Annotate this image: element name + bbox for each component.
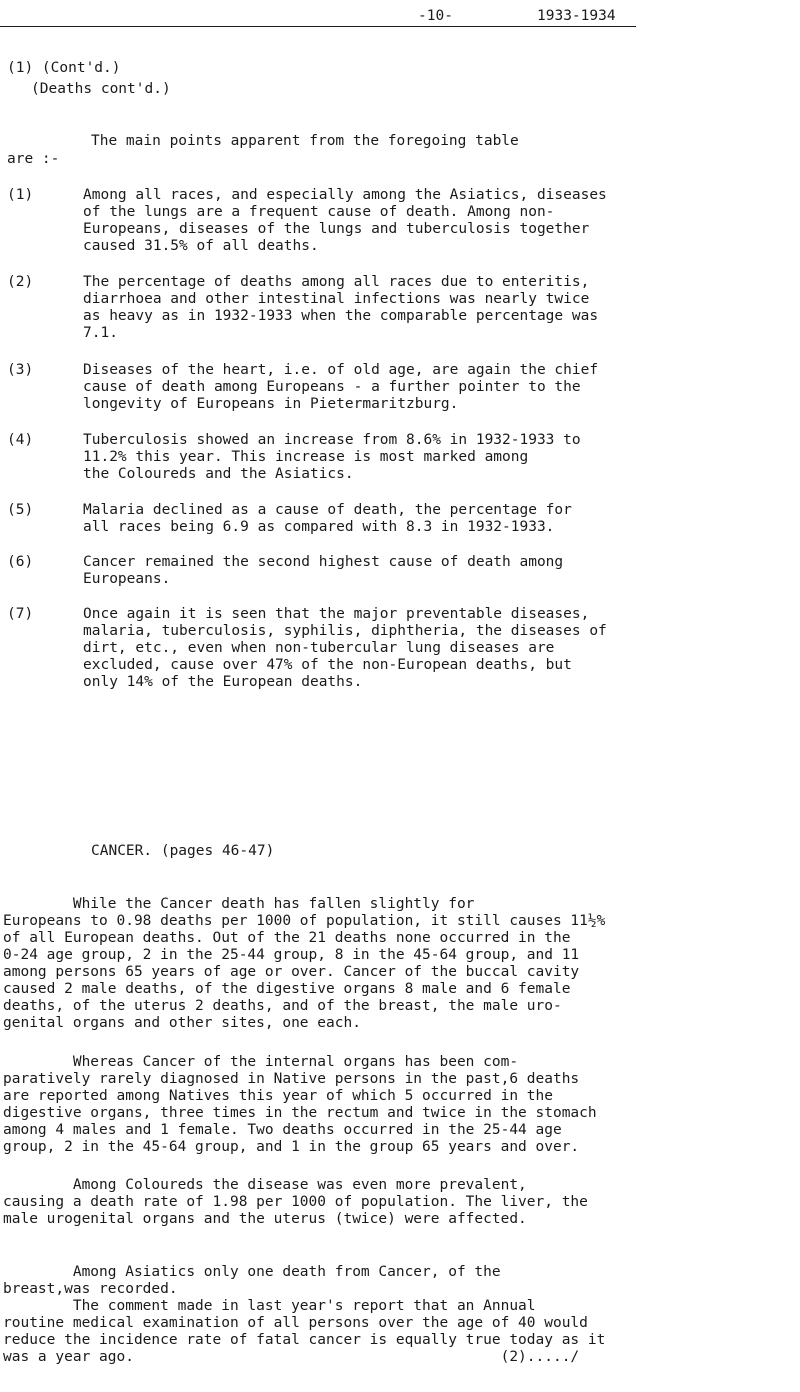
paragraph-line: group, 2 in the 45-64 group, and 1 in the group 65 years and over. bbox=[3, 1139, 580, 1155]
item-line: Europeans, diseases of the lungs and tuberculosis together bbox=[83, 221, 590, 237]
paragraph-line: of all European deaths. Out of the 21 deaths none occurred in the bbox=[3, 930, 571, 946]
list-item bbox=[83, 606, 793, 691]
item-line: caused 31.5% of all deaths. bbox=[83, 238, 319, 254]
paragraph-line: male urogenital organs and the uterus (twice) were affected. bbox=[3, 1211, 527, 1227]
paragraph-line: Among Coloureds the disease was even more prevalent, bbox=[3, 1177, 527, 1193]
cancer-section-title: CANCER. (pages 46-47) bbox=[91, 843, 275, 859]
item-line: The percentage of deaths among all races due to enteritis, bbox=[83, 274, 590, 290]
item-line: dirt, etc., even when non-tubercular lung diseases are bbox=[83, 640, 555, 656]
paragraph-line: Whereas Cancer of the internal organs has been com- bbox=[3, 1054, 519, 1070]
item-line: Europeans. bbox=[83, 571, 171, 587]
item-line: Malaria declined as a cause of death, the percentage for bbox=[83, 502, 572, 518]
list-item bbox=[83, 187, 793, 255]
cancer-paragraph-2 bbox=[3, 1054, 797, 1156]
section-heading: (1) (Cont'd.) bbox=[7, 60, 121, 76]
item-line: diarrhoea and other intestinal infections was nearly twice bbox=[83, 291, 590, 307]
list-item bbox=[83, 502, 793, 536]
header-rule bbox=[0, 26, 636, 27]
item-line: as heavy as in 1932-1933 when the comparable percentage was bbox=[83, 308, 599, 324]
item-line: the Coloureds and the Asiatics. bbox=[83, 466, 354, 482]
list-item bbox=[83, 554, 793, 588]
list-item bbox=[83, 274, 793, 342]
item-line: cause of death among Europeans - a further pointer to the bbox=[83, 379, 581, 395]
paragraph-line: was a year ago. (2)...../ bbox=[3, 1349, 580, 1365]
paragraph-line: paratively rarely diagnosed in Native persons in the past,6 deaths bbox=[3, 1071, 580, 1087]
list-item bbox=[83, 362, 793, 413]
paragraph-line: are reported among Natives this year of which 5 occurred in the bbox=[3, 1088, 553, 1104]
item-line: Cancer remained the second highest cause of death among bbox=[83, 554, 564, 570]
cancer-paragraph-1 bbox=[3, 896, 797, 1032]
paragraph-line: While the Cancer death has fallen slightly for bbox=[3, 896, 475, 912]
item-number: (1) bbox=[7, 187, 34, 203]
paragraph-line: Among Asiatics only one death from Cancer, of the bbox=[3, 1264, 501, 1280]
subsection-heading: (Deaths cont'd.) bbox=[31, 81, 171, 97]
paragraph-line: causing a death rate of 1.98 per 1000 of population. The liver, the bbox=[3, 1194, 588, 1210]
paragraph-line: breast,was recorded. bbox=[3, 1281, 178, 1297]
item-line: only 14% of the European deaths. bbox=[83, 674, 363, 690]
cancer-paragraph-4 bbox=[3, 1264, 797, 1366]
item-line: Among all races, and especially among the Asiatics, diseases bbox=[83, 187, 607, 203]
paragraph-line: among 4 males and 1 female. Two deaths occurred in the 25-44 age bbox=[3, 1122, 562, 1138]
cancer-paragraph-3 bbox=[3, 1177, 797, 1228]
item-number: (3) bbox=[7, 362, 34, 378]
paragraph-line: digestive organs, three times in the rectum and twice in the stomach bbox=[3, 1105, 597, 1121]
item-line: Diseases of the heart, i.e. of old age, are again the chief bbox=[83, 362, 599, 378]
intro-line-2: are :- bbox=[7, 151, 60, 167]
item-line: all races being 6.9 as compared with 8.3 in 1932-1933. bbox=[83, 519, 555, 535]
page-number: -10- bbox=[418, 8, 453, 24]
item-number: (2) bbox=[7, 274, 34, 290]
item-line: Tuberculosis showed an increase from 8.6% in 1932-1933 to bbox=[83, 432, 581, 448]
item-line: Once again it is seen that the major preventable diseases, bbox=[83, 606, 590, 622]
paragraph-line: among persons 65 years of age or over. Cancer of the buccal cavity bbox=[3, 964, 580, 980]
item-line: 7.1. bbox=[83, 325, 118, 341]
paragraph-line: Europeans to 0.98 deaths per 1000 of population, it still causes 11½% bbox=[3, 913, 606, 929]
intro-line-1: The main points apparent from the foregoing table bbox=[91, 133, 519, 149]
list-item bbox=[83, 432, 793, 483]
paragraph-line: genital organs and other sites, one each. bbox=[3, 1015, 361, 1031]
item-number: (6) bbox=[7, 554, 34, 570]
paragraph-line: The comment made in last year's report that an Annual bbox=[3, 1298, 536, 1314]
item-line: longevity of Europeans in Pietermaritzburg. bbox=[83, 396, 459, 412]
paragraph-line: 0-24 age group, 2 in the 25-44 group, 8 in the 45-64 group, and 11 bbox=[3, 947, 580, 963]
paragraph-line: caused 2 male deaths, of the digestive organs 8 male and 6 female bbox=[3, 981, 571, 997]
item-line: excluded, cause over 47% of the non-European deaths, but bbox=[83, 657, 572, 673]
item-line: of the lungs are a frequent cause of death. Among non- bbox=[83, 204, 555, 220]
paragraph-line: deaths, of the uterus 2 deaths, and of the breast, the male uro- bbox=[3, 998, 562, 1014]
item-line: malaria, tuberculosis, syphilis, diphtheria, the diseases of bbox=[83, 623, 607, 639]
item-number: (4) bbox=[7, 432, 34, 448]
item-number: (7) bbox=[7, 606, 34, 622]
item-number: (5) bbox=[7, 502, 34, 518]
report-period: 1933-1934 bbox=[537, 8, 616, 24]
paragraph-line: routine medical examination of all persons over the age of 40 would bbox=[3, 1315, 588, 1331]
paragraph-line: reduce the incidence rate of fatal cancer is equally true today as it bbox=[3, 1332, 606, 1348]
item-line: 11.2% this year. This increase is most marked among bbox=[83, 449, 529, 465]
